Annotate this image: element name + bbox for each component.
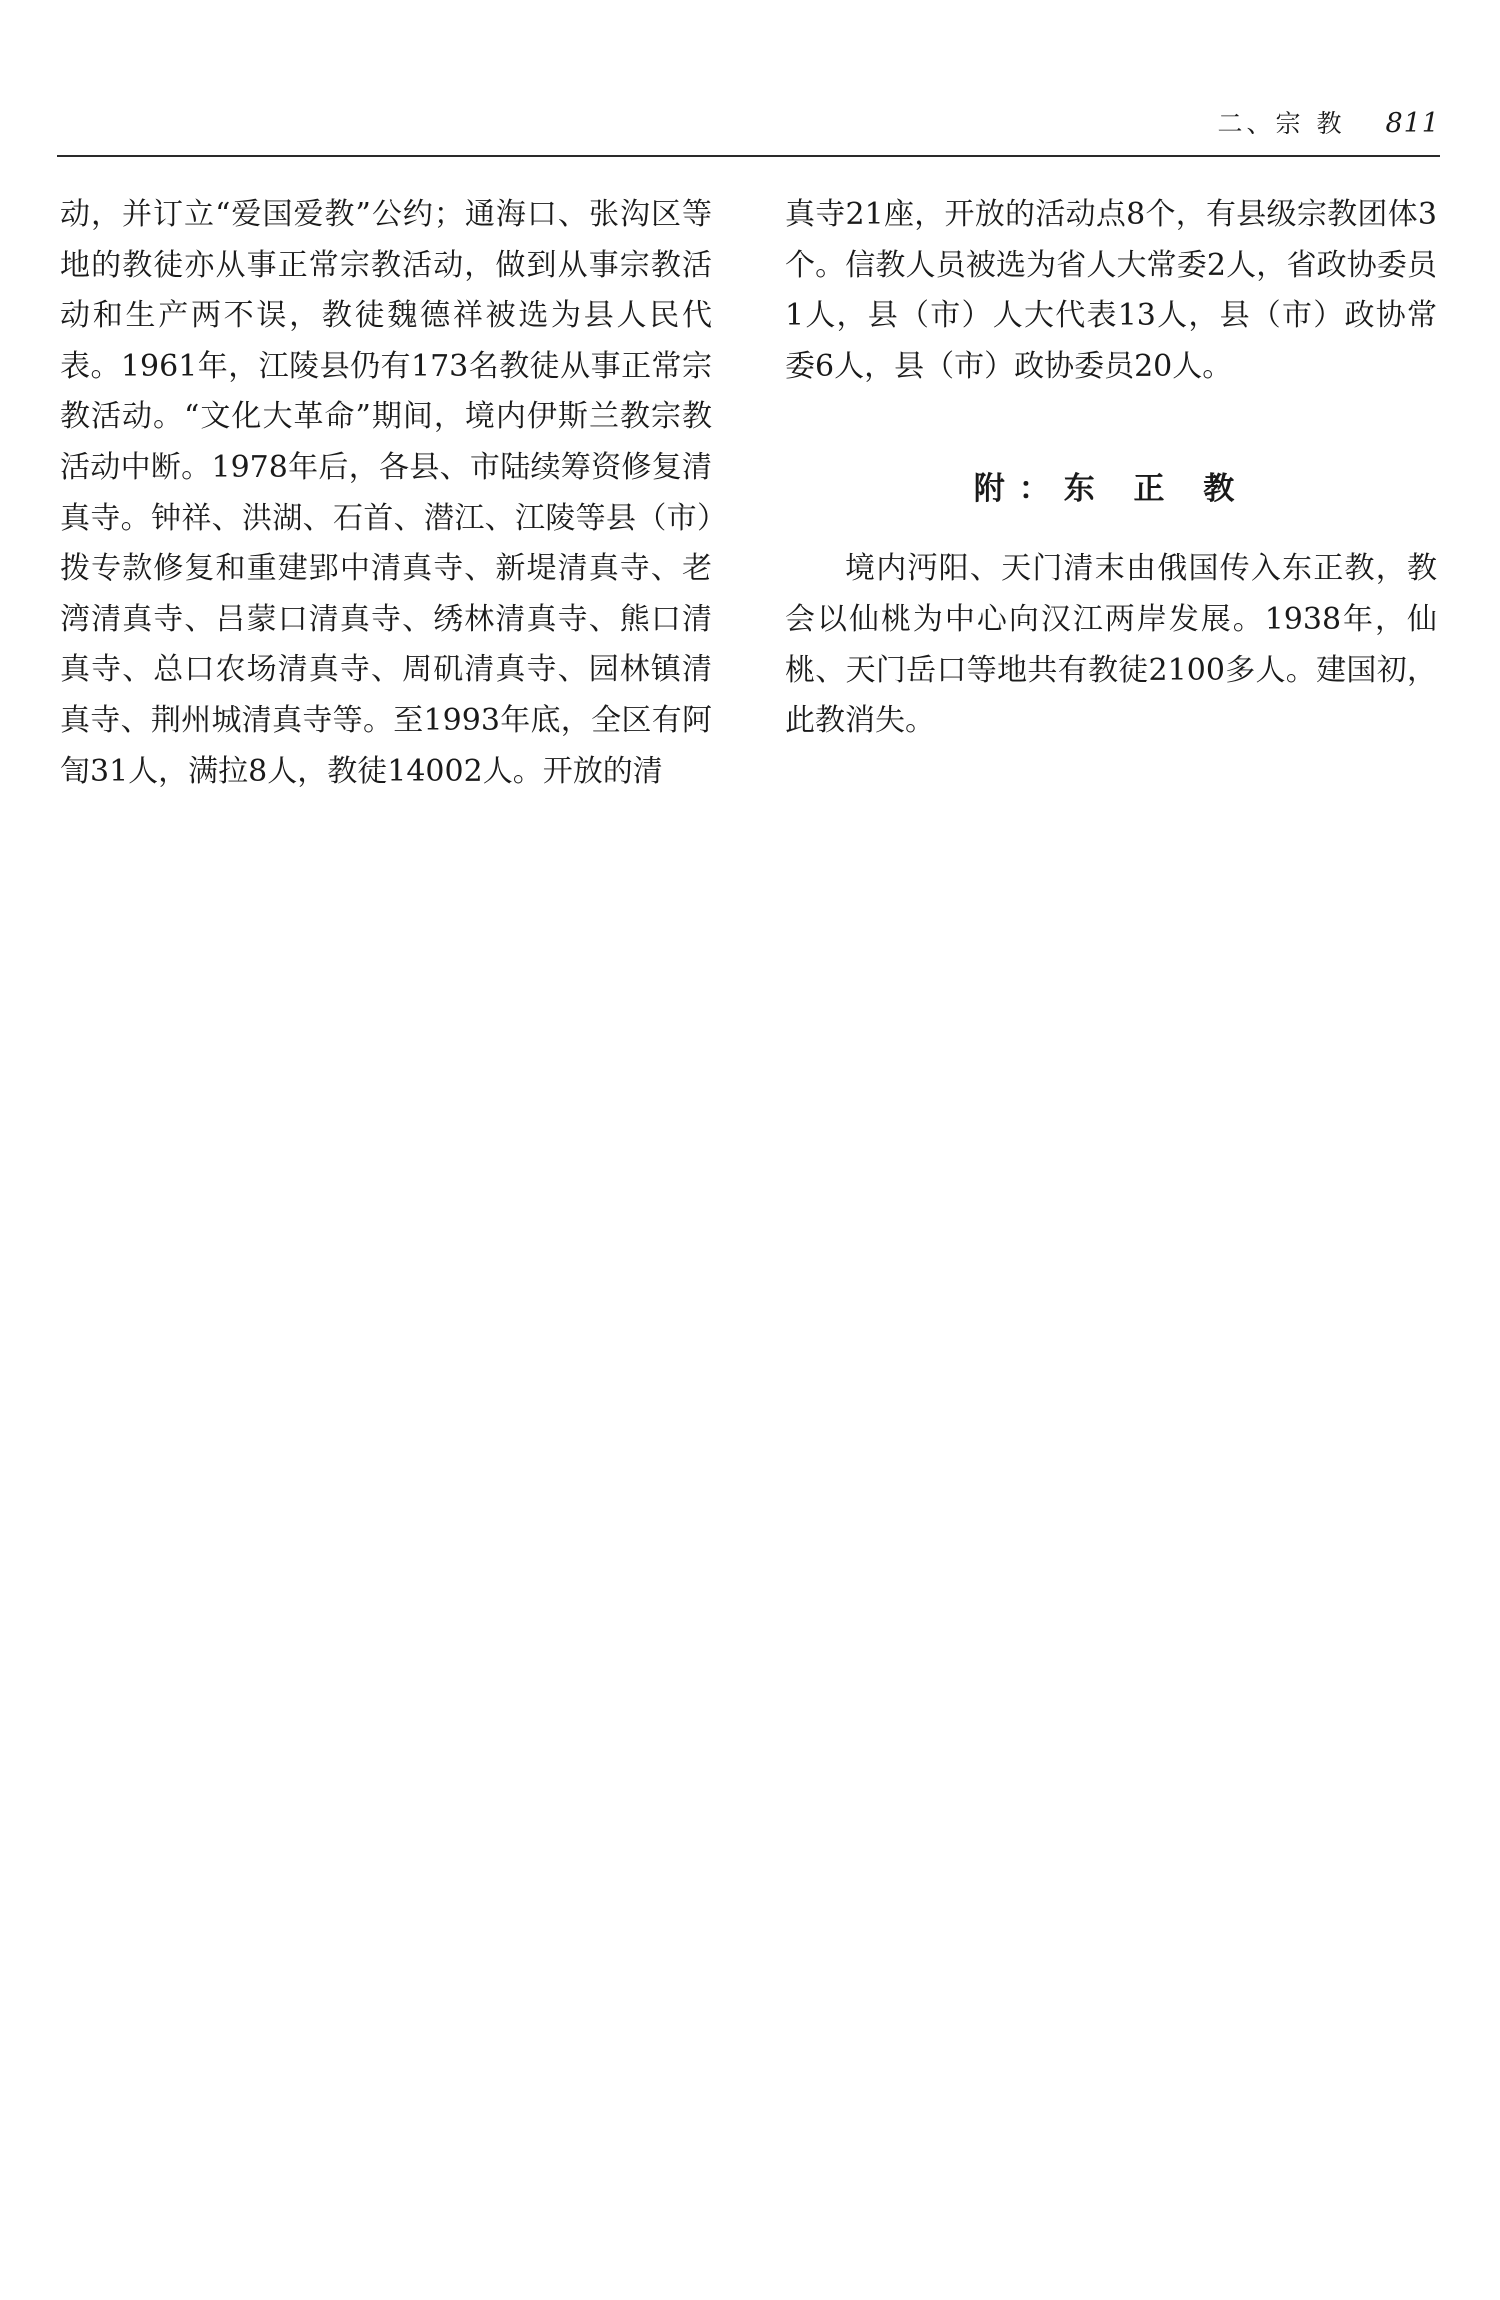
appendix-heading: 附：东 正 教 bbox=[973, 471, 1249, 508]
left-column bbox=[60, 190, 712, 797]
page-number: 811 bbox=[1385, 108, 1440, 139]
section-title: 二、宗 教 bbox=[1217, 109, 1346, 138]
left-column-paragraph: 动，并订立“爱国爱教”公约；通海口、张沟区等地的教徒亦从事正常宗教活动，做到从事宗教活动和生产两不误，教徒魏德祥被选为县人民代表。1961年，江陵县仍有173名教徒从事正常宗教活动。“文化大革命”期间，境内伊斯兰教宗教活动中断。1978年后，各县、市陆续筹资修复清真寺。钟祥、洪湖、石首、潜江、江陵等县（市）拨专款修复和重建郢中清真寺、新堤清真寺、老湾清真寺、吕蒙口清真寺、绣林清真寺、熊口清真寺、总口农场清真寺、周矶清真寺、园林镇清真寺、荆州城清真寺等。至1993年底，全区有阿訇31人，满拉8人，教徒14002人。开放的清 bbox=[60, 197, 712, 789]
right-column bbox=[785, 190, 1437, 747]
running-header bbox=[1140, 104, 1440, 144]
header-rule bbox=[57, 155, 1440, 157]
right-column-paragraph: 真寺21座，开放的活动点8个，有县级宗教团体3个。信教人员被选为省人大常委2人，省政协委员1人，县（市）人大代表13人，县（市）政协常委6人，县（市）政协委员20人。 bbox=[785, 197, 1437, 384]
appendix-paragraph: 境内沔阳、天门清末由俄国传入东正教，教会以仙桃为中心向汉江两岸发展。1938年，仙桃、天门岳口等地共有教徒2100多人。建国初，此教消失。 bbox=[785, 551, 1437, 739]
